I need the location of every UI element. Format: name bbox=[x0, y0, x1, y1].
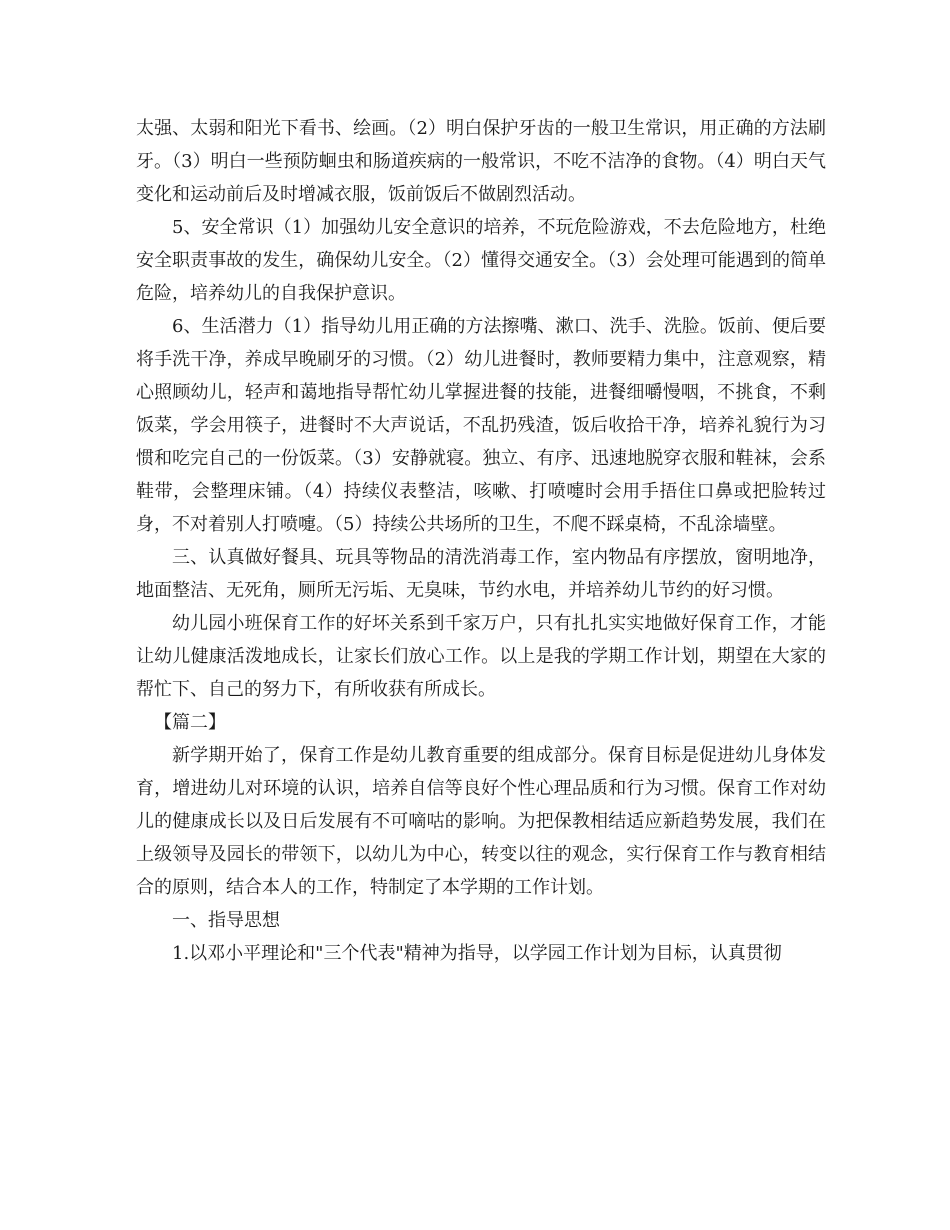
paragraph-disinfection: 三、认真做好餐具、玩具等物品的清洗消毒工作，室内物品有序摆放，窗明地净，地面整洁、无死角，厕所无污垢、无臭味，节约水电，并培养幼儿节约的好习惯。 bbox=[136, 547, 826, 601]
paragraph-health-continuation: 太强、太弱和阳光下看书、绘画。（2）明白保护牙齿的一般卫生常识，用正确的方法刷牙。（3）明白一些预防蛔虫和肠道疾病的一般常识，不吃不洁净的食物。（4）明白天气变化和运动前后及时增减衣服，饭前饭后不做剧烈活动。 bbox=[136, 118, 826, 205]
paragraph-guiding-point-one: 1.以邓小平理论和"三个代表"精神为指导，以学园工作计划为目标，认真贯彻 bbox=[172, 943, 782, 964]
paragraph-conclusion: 幼儿园小班保育工作的好坏关系到千家万户，只有扎扎实实地做好保育工作，才能让幼儿健康活泼地成长，让家长们放心工作。以上是我的学期工作计划，期望在大家的帮忙下、自己的努力下，有所收获有所成长。 bbox=[136, 613, 826, 700]
heading-guiding-ideology: 一、指导思想 bbox=[172, 910, 280, 931]
section-heading-part-two: 【篇二】 bbox=[154, 712, 226, 733]
paragraph-life-skills: 6、生活潜力（1）指导幼儿用正确的方法擦嘴、漱口、洗手、洗脸。饭前、便后要将手洗干净，养成早晚刷牙的习惯。（2）幼儿进餐时，教师要精力集中，注意观察，精心照顾幼儿，轻声和蔼地指导帮忙幼儿掌握进餐的技能，进餐细嚼慢咽，不挑食，不剩饭菜，学会用筷子，进餐时不大声说话，不乱扔残渣，饭后收拾干净，培养礼貌行为习惯和吃完自己的一份饭菜。（3）安静就寝。独立、有序、迅速地脱穿衣服和鞋袜，会系鞋带，会整理床铺。（4）持续仪表整洁，咳嗽、打喷嚏时会用手捂住口鼻或把脸转过身，不对着别人打喷嚏。（5）持续公共场所的卫生，不爬不踩桌椅，不乱涂墙壁。 bbox=[136, 316, 826, 535]
paragraph-new-semester: 新学期开始了，保育工作是幼儿教育重要的组成部分。保育目标是促进幼儿身体发育，增进幼儿对环境的认识，培养自信等良好个性心理品质和行为习惯。保育工作对幼儿的健康成长以及日后发展有不可嘀咕的影响。为把保教相结适应新趋势发展，我们在上级领导及园长的带领下，以幼儿为中心，转变以往的观念，实行保育工作与教育相结合的原则，结合本人的工作，特制定了本学期的工作计划。 bbox=[136, 745, 826, 898]
document-body bbox=[136, 112, 826, 970]
paragraph-safety-knowledge: 5、安全常识（1）加强幼儿安全意识的培养，不玩危险游戏，不去危险地方，杜绝安全职责事故的发生，确保幼儿安全。（2）懂得交通安全。（3）会处理可能遇到的简单危险，培养幼儿的自我保护意识。 bbox=[136, 217, 826, 304]
